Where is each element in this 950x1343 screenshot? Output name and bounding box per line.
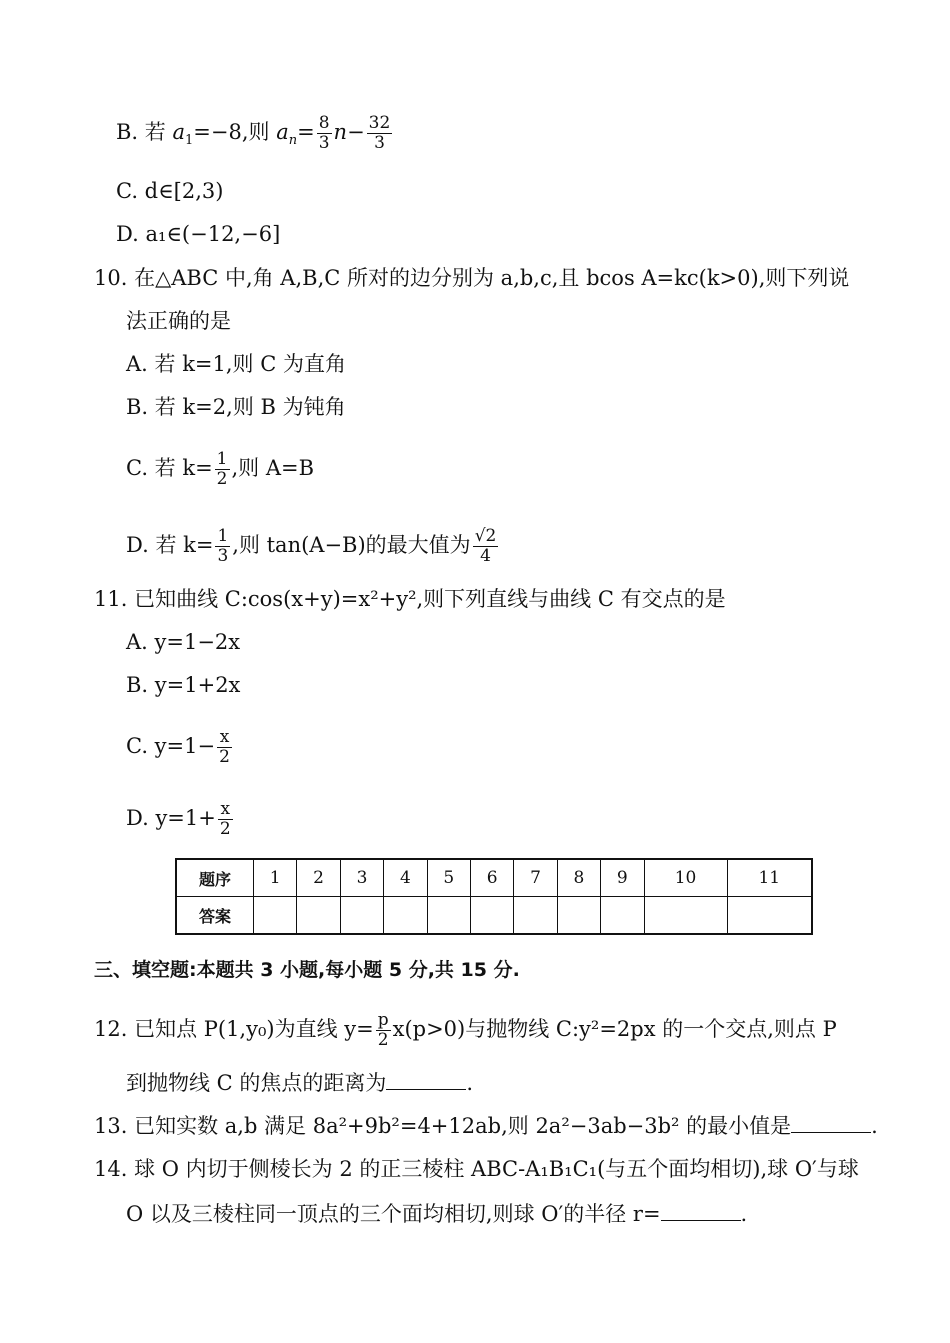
answer-cell[interactable]	[644, 897, 727, 935]
q12-answer-blank[interactable]	[386, 1069, 466, 1090]
answer-table-row1-label: 题序	[176, 859, 254, 897]
answer-table-number: 8	[557, 859, 600, 897]
q9-b-eq: =	[297, 120, 315, 144]
q14-line2: O 以及三棱柱同一顶点的三个面均相切,则球 O′的半径 r= .	[126, 1202, 748, 1226]
section-3-heading: 三、填空题:本题共 3 小题,每小题 5 分,共 15 分.	[94, 959, 520, 981]
answer-table-row2-label: 答案	[176, 897, 254, 935]
q11-option-c: C. y=1− $\frac{x}{2}$	[126, 727, 230, 767]
q12-line2: 到抛物线 C 的焦点的距离为 .	[126, 1071, 474, 1095]
q10-c-fraction: $\frac{1}{2}$	[216, 449, 228, 489]
answer-table-answer-row	[176, 897, 812, 935]
q14-answer-blank[interactable]	[661, 1200, 741, 1221]
q9-b-prefix: B. 若	[116, 120, 173, 144]
answer-cell[interactable]	[557, 897, 600, 935]
answer-cell[interactable]	[384, 897, 427, 935]
q12-line1: 12. 已知点 P(1,y₀)为直线 y= $\frac{p}{2}$ x(p>0)与抛物线 C:y²=2px 的一个交点,则点 P	[94, 1010, 837, 1050]
answer-cell[interactable]	[427, 897, 470, 935]
q9-b-fraction-2: $\frac{32}{3}$	[368, 113, 391, 153]
q9-b-n: n	[333, 120, 348, 144]
answer-cell[interactable]	[601, 897, 644, 935]
q10-option-d: D. 若 k= $\frac{1}{3}$ ,则 tan(A−B)的最大值为 $\frac{√2}{4}$	[126, 526, 497, 566]
q13: 13. 已知实数 a,b 满足 8a²+9b²=4+12ab,则 2a²−3ab−3b² 的最小值是 .	[94, 1114, 878, 1138]
q10-d-fraction: $\frac{1}{3}$	[217, 526, 229, 566]
answer-cell[interactable]	[514, 897, 557, 935]
q11-d-fraction: $\frac{x}{2}$	[219, 799, 231, 839]
q11-option-a: A. y=1−2x	[126, 630, 241, 654]
answer-table-number: 3	[340, 859, 383, 897]
answer-table	[175, 858, 813, 935]
answer-table-number: 11	[727, 859, 812, 897]
answer-cell[interactable]	[297, 897, 340, 935]
q9-b-mid: =−8,则	[193, 120, 277, 144]
answer-table-number: 7	[514, 859, 557, 897]
answer-table-number: 1	[254, 859, 297, 897]
q10-stem-line2: 法正确的是	[126, 309, 231, 333]
answer-table-number: 4	[384, 859, 427, 897]
answer-table-number: 6	[470, 859, 513, 897]
q11-option-d: D. y=1+ $\frac{x}{2}$	[126, 799, 231, 839]
answer-cell[interactable]	[340, 897, 383, 935]
answer-cell[interactable]	[727, 897, 812, 935]
q11-option-b: B. y=1+2x	[126, 673, 241, 697]
q11-stem: 11. 已知曲线 C:cos(x+y)=x²+y²,则下列直线与曲线 C 有交点的是	[94, 587, 726, 611]
q9-option-b: B. 若 $a_1=-8$,则 $a_n=$ $\frac{8}{3}$ n− $\frac{32}{3}$	[116, 113, 391, 153]
answer-table-number: 2	[297, 859, 340, 897]
q10-option-c: C. 若 k= $\frac{1}{2}$ ,则 A=B	[126, 449, 315, 489]
q10-option-a: A. 若 k=1,则 C 为直角	[126, 352, 346, 376]
answer-table-number: 9	[601, 859, 644, 897]
q9-b-fraction-1: $\frac{8}{3}$	[318, 113, 330, 153]
answer-table-header-row	[176, 859, 812, 897]
q14-line1: 14. 球 O 内切于侧棱长为 2 的正三棱柱 ABC-A₁B₁C₁(与五个面均相切),球 O′与球	[94, 1157, 859, 1181]
q12-fraction: $\frac{p}{2}$	[377, 1010, 389, 1050]
q10-d-fraction-sqrt: $\frac{√2}{4}$	[474, 526, 497, 566]
q10-option-b: B. 若 k=2,则 B 为钝角	[126, 395, 346, 419]
q9-option-c: C. d∈[2,3)	[116, 179, 224, 203]
q11-c-fraction: $\frac{x}{2}$	[219, 727, 230, 767]
answer-table-number: 10	[644, 859, 727, 897]
q9-option-d: D. a₁∈(−12,−6]	[116, 222, 281, 246]
answer-table-number: 5	[427, 859, 470, 897]
q10-stem-line1: 10. 在△ABC 中,角 A,B,C 所对的边分别为 a,b,c,且 bcos A=kc(k>0),则下列说	[94, 266, 850, 290]
answer-cell[interactable]	[470, 897, 513, 935]
q13-answer-blank[interactable]	[791, 1112, 871, 1133]
answer-cell[interactable]	[254, 897, 297, 935]
